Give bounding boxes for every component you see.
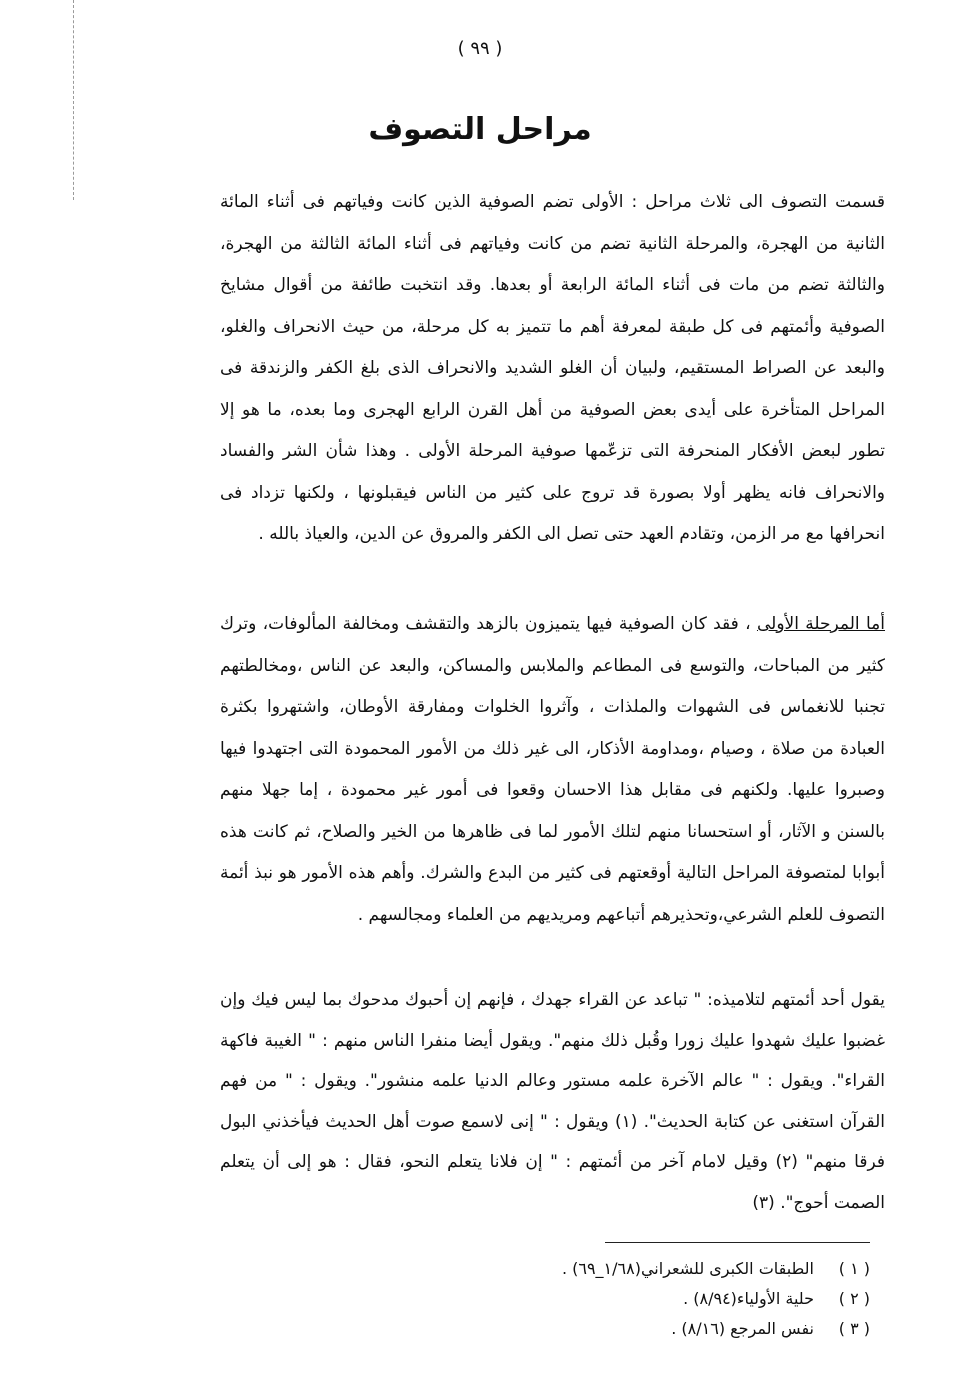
first-stage-body: ، فقد كان الصوفية فيها يتميزون بالزهد والتقشف ومخالفة المألوفات، وترك كثير من المباحات، والتوسع فى المطاعم والملابس والمساكن، والبعد عن الناس ،ومخالطتهم تجنبا للانغماس فى الشهوات والملذات ، وآثروا الخلوات ومفارقة الأوطان، واشتهروا بكثرة العبادة من صلاة ، وصيام ،ومداومة الأذكار، الى غير ذلك من الأمور المحمودة التى اجتهدوا فيها وصبروا عليها. ولكنهم فى مقابل هذا الاحسان وقعوا فى أمور غير محمودة ، إما جهلا منهم بالسنن و الآثار، أو استحسانا منهم لتلك الأمور لما فى ظاهرها من الخير والصلاح، ثم كانت هذه أبوابا لمتصوفة المراحل التالية أوقعتهم فى كثير من البدع والشرك. وأهم هذه الأمور هو نبذ أئمة التصوف للعلم الشرعي،وتحذيرهم أتباعهم ومريديهم من العلماء ومجالسهم . (220, 614, 885, 925)
scan-edge-line (73, 0, 74, 200)
footnote-text: الطبقات الكبرى للشعراني(١/٦٨_٦٩) . (561, 1259, 814, 1278)
footnote-1 (370, 1254, 870, 1284)
paragraph-intro (220, 182, 885, 556)
paragraph-quotes (220, 980, 885, 1223)
paragraph-intro-text: قسمت التصوف الى ثلاث مراحل : الأولى تضم الصوفية الذين كانت وفياتهم فى أثناء المائة الثانية من الهجرة، والمرحلة الثانية تضم من كانت وفياتهم فى أثناء المائة الثالثة من الهجرة، والثالثة تضم من مات فى أثناء المائة الرابعة أو بعدها. وقد انتخبت طائفة من أقوال مشايخ الصوفية وأئمتهم فى كل طبقة لمعرفة أهم ما تتميز به كل مرحلة، من حيث الانحراف والغلو، والبعد عن الصراط المستقيم، ولبيان أن الغلو الشديد والانحراف الذى بلغ الكفر والزندقة فى المراحل المتأخرة على أيدى بعض الصوفية من أهل القرن الرابع الهجرى وما بعده، ما هو إلا تطور لبعض الأفكار المنحرفة التى تزعّمها صوفية المرحلة الأولى . وهذا شأن الشر والفساد والانحراف فانه يظهر أولا بصورة قد تروج على كثير من الناس فيقبلونها ، ولكنها تزداد فى انحرافها مع مر الزمن، وتقادم العهد حتى تصل الى الكفر والمروق عن الدين، والعياذ بالله . (220, 192, 885, 544)
footnote-number: ( ١ ) (838, 1259, 870, 1278)
footnote-number: ( ٣ ) (838, 1319, 870, 1338)
footnote-number: ( ٢ ) (838, 1289, 870, 1308)
paragraph-first-stage (220, 604, 885, 936)
first-stage-heading: أما المرحلة الأولى (756, 614, 886, 634)
footnote-text: حلية الأولياء(٨/٩٤) . (683, 1289, 814, 1308)
footnote-separator (605, 1242, 870, 1243)
footnote-2 (370, 1284, 870, 1314)
footnotes (370, 1254, 870, 1344)
page-number: ( ٩٩ ) (457, 38, 503, 59)
footnote-3 (370, 1314, 870, 1344)
page-title: مراحل التصوف (368, 112, 592, 147)
footnote-text: نفس المرجع (٨/١٦) . (671, 1319, 814, 1338)
paragraph-quotes-text: يقول أحد أئمتهم لتلاميذه: " تباعد عن القراء جهدك ، فإنهم إن أحبوك مدحوك بما ليس فيك وإن غضبوا عليك شهدوا عليك زورا وقُبل ذلك منهم". ويقول أيضا منفرا الناس منهم : " الغيبة فاكهة القراء". ويقول : " عالم الآخرة علمه مستور وعالم الدنيا علمه منشور". ويقول : " من فهم القرآن استغنى عن كتابة الحديث". (١) ويقول : " إنى لاسمع صوت أهل الحديث فيأخذني البول فرقا منهم" (٢) وقيل لامام آخر من أئمتهم : " إن فلانا يتعلم النحو، فقال : هو إلى أن يتعلم الصمت أحوج". (٣) (220, 990, 885, 1213)
paragraph-first-stage-text (220, 604, 885, 936)
